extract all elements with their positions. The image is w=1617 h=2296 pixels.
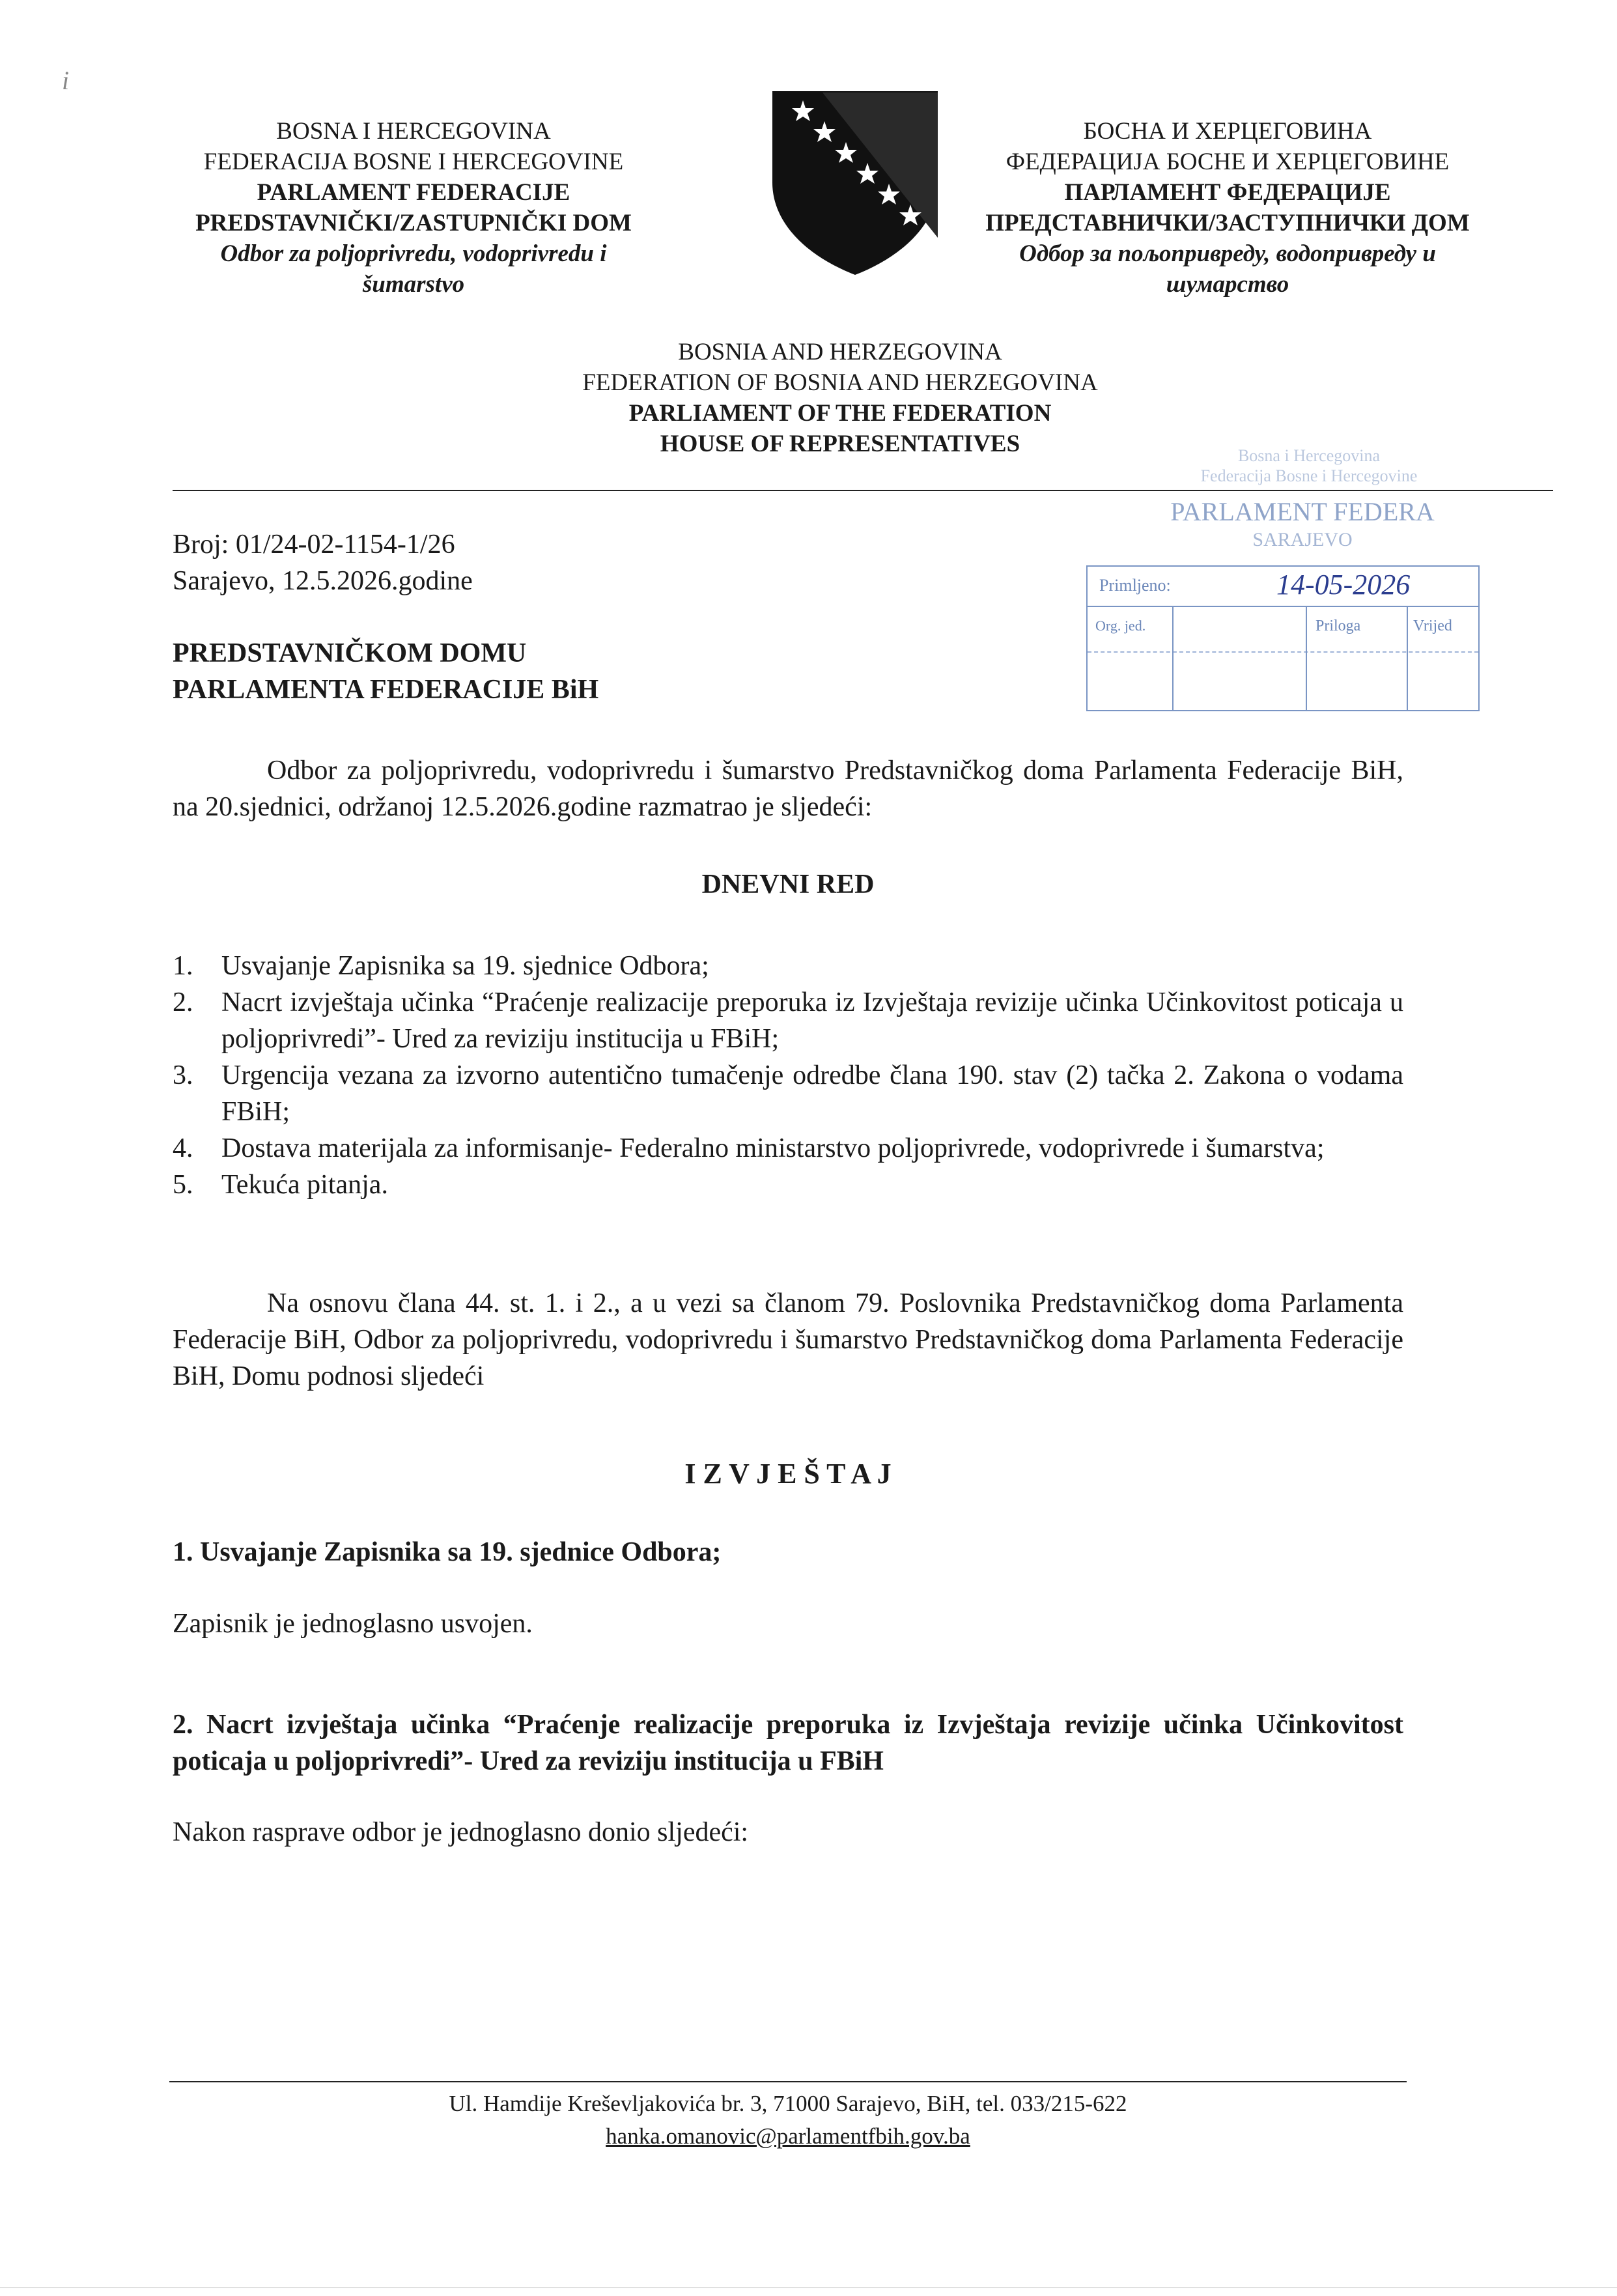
agenda-title: DNEVNI RED — [701, 870, 875, 900]
stamp-attach-label: Priloga — [1315, 617, 1361, 634]
header-right-line: Одбор за пољопривреду, водопривреду и — [1019, 240, 1436, 267]
section2-text: Nakon rasprave odbor je jednoglasno donio sljedeći: — [173, 1817, 749, 1847]
header-right-line: БОСНА И ХЕРЦЕГОВИНА — [1083, 118, 1372, 145]
agenda-item-text: Dostava materijala za informisanje- Federalno ministarstvo poljoprivrede, vodoprivrede i šumarstva; — [221, 1133, 1325, 1163]
stamp-received-date: 14-05-2026 — [1276, 569, 1411, 601]
addressee-line: PREDSTAVNIČKOM DOMU — [173, 638, 527, 668]
stamp-box — [1086, 565, 1480, 711]
agenda-item-number: 4. — [173, 1133, 193, 1163]
agenda-item-number: 2. — [173, 987, 193, 1017]
agenda-item-text: Urgencija vezana za izvorno autentično tumačenje odredbe člana 190. stav (2) tačka 2. Zakona o vodama FBiH; — [221, 1060, 1403, 1127]
header-center-line: BOSNIA AND HERZEGOVINA — [678, 339, 1002, 365]
header-right-line: ПАРЛАМЕНТ ФЕДЕРАЦИЈЕ — [1064, 179, 1391, 206]
agenda-item-text: Usvajanje Zapisnika sa 19. sjednice Odbora; — [221, 951, 709, 981]
section1-title: 1. Usvajanje Zapisnika sa 19. sjednice Odbora; — [173, 1537, 722, 1567]
header-left-line: PREDSTAVNIČKI/ZASTUPNIČKI DOM — [195, 210, 632, 236]
agenda-item-text: Tekuća pitanja. — [221, 1170, 388, 1200]
agenda-item — [173, 1057, 1403, 1130]
addressee — [173, 635, 598, 708]
agenda-item — [173, 948, 1403, 984]
header-left-line: šumarstvo — [362, 271, 465, 298]
reference-block — [173, 526, 473, 599]
section2-title: 2. Nacrt izvještaja učinka “Praćenje realizacije preporuka iz Izvještaja revizije učinka Učinkovitost poticaja u poljoprivredi”- Ured za reviziju institucija u FBiH — [173, 1710, 1403, 1776]
agenda-item-number: 3. — [173, 1060, 193, 1090]
footer-address: Ul. Hamdije Kreševljakovića br. 3, 71000 Sarajevo, BiH, tel. 033/215-622 — [449, 2091, 1127, 2116]
footer-divider — [169, 2081, 1407, 2082]
header-left-line: Odbor za poljoprivredu, vodoprivredu i — [220, 240, 607, 267]
header-left-line: BOSNA I HERCEGOVINA — [276, 118, 551, 145]
shield-icon — [767, 85, 943, 280]
header-left-line: PARLAMENT FEDERACIJE — [257, 179, 570, 206]
header-center-line: HOUSE OF REPRESENTATIVES — [660, 431, 1020, 457]
header-left-line: FEDERACIJA BOSNE I HERCEGOVINE — [203, 149, 624, 175]
section1-text: Zapisnik je jednoglasno usvojen. — [173, 1609, 533, 1639]
header-divider — [173, 490, 1553, 491]
stamp-line: Bosna i Hercegovina — [1237, 446, 1381, 465]
intro-paragraph: Odbor za poljoprivredu, vodoprivredu i šumarstvo Predstavničkog doma Parlamenta Federacije BiH, na 20.sjednici, održanoj 12.5.2026.godine razmatrao je sljedeći: — [173, 756, 1403, 822]
addressee-line: PARLAMENTA FEDERACIJE BiH — [173, 675, 599, 705]
reference-number: Broj: 01/24-02-1154-1/26 — [173, 530, 455, 560]
coat-of-arms-emblem — [767, 85, 943, 280]
agenda-item-number: 1. — [173, 951, 193, 981]
agenda-item-number: 5. — [173, 1170, 193, 1200]
header-center — [482, 337, 1198, 459]
agenda-item — [173, 1167, 1403, 1203]
corner-mark: i — [62, 66, 70, 95]
agenda-item-text: Nacrt izvještaja učinka “Praćenje realizacije preporuka iz Izvještaja revizije učinka Učinkovitost poticaja u poljoprivredi”- Ured za reviziju institucija u FBiH; — [221, 987, 1403, 1054]
agenda-item — [173, 984, 1403, 1057]
header-center-line: PARLIAMENT OF THE FEDERATION — [628, 400, 1052, 427]
stamp-line: SARAJEVO — [1252, 529, 1353, 550]
header-right-line: ФЕДЕРАЦИЈА БОСНЕ И ХЕРЦЕГОВИНЕ — [1005, 149, 1450, 175]
stamp-received-label: Primljeno: — [1099, 576, 1171, 595]
basis-paragraph: Na osnovu člana 44. st. 1. i 2., a u vezi sa članom 79. Poslovnika Predstavničkog doma Parlamenta Federacije BiH, Odbor za poljoprivredu, vodoprivredu i šumarstvo Predstavničkog doma Parlamenta Federacije BiH, Domu podnosi sljedeći — [173, 1288, 1403, 1391]
agenda-item — [173, 1130, 1403, 1167]
report-title: I Z V J E Š T A J — [684, 1458, 892, 1490]
stamp-line: Federacija Bosne i Hercegovine — [1200, 466, 1418, 485]
header-right — [931, 116, 1524, 300]
header-center-line: FEDERATION OF BOSNIA AND HERZEGOVINA — [582, 369, 1098, 396]
agenda-list — [173, 948, 1403, 1203]
stamp-org-label: Org. jed. — [1095, 617, 1146, 634]
header-right-line: шумарство — [1166, 271, 1289, 298]
footer-email-link[interactable]: hanka.omanovic@parlamentfbih.gov.ba — [606, 2123, 970, 2149]
reference-date: Sarajevo, 12.5.2026.godine — [173, 566, 473, 596]
stamp-line: PARLAMENT FEDERA — [1170, 497, 1435, 526]
header-left — [134, 116, 694, 300]
header-right-line: ПРЕДСТАВНИЧКИ/ЗАСТУПНИЧКИ ДОМ — [985, 210, 1470, 236]
stamp-value-label: Vrijed — [1413, 617, 1452, 634]
